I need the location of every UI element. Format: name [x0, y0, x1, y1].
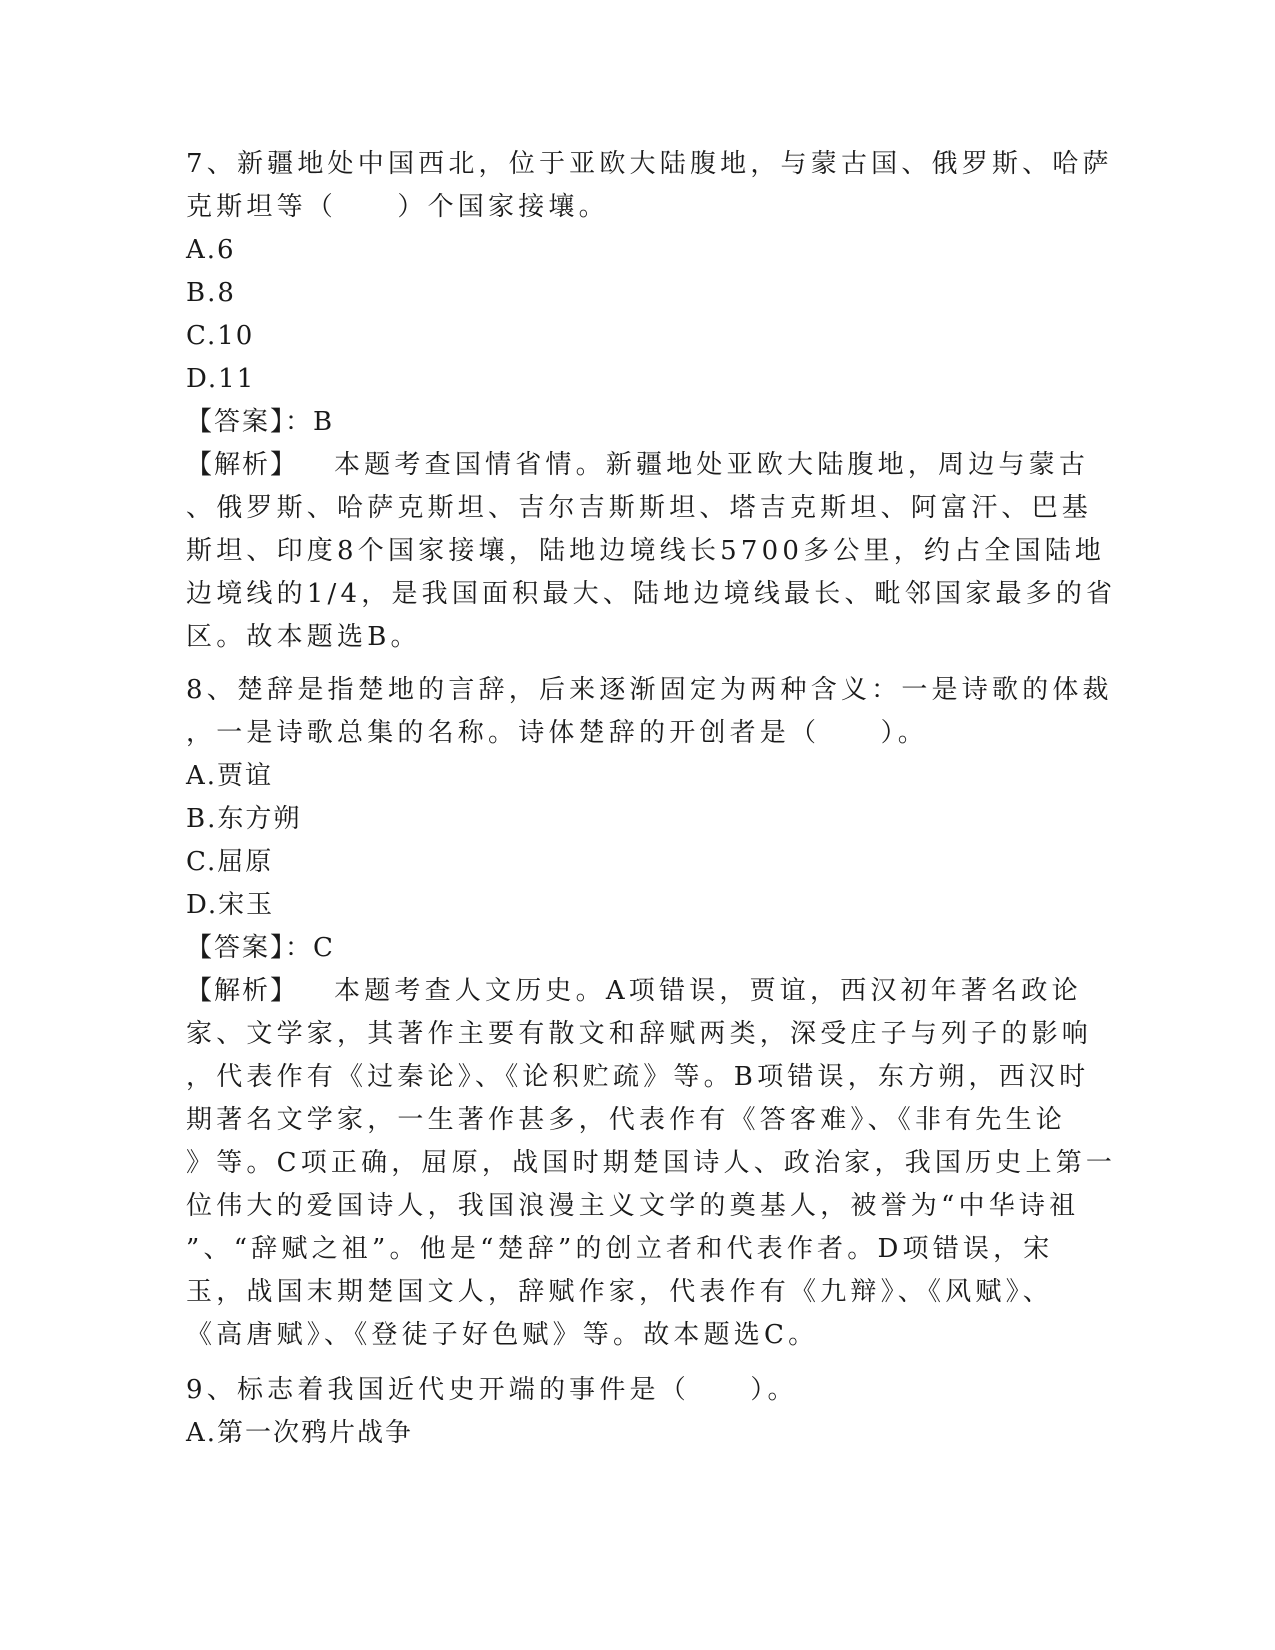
explanation-label: 【解析】	[186, 450, 299, 480]
explanation-text: 本题考查国情省情。新疆地处亚欧大陆腹地，周边与蒙古	[334, 450, 1090, 480]
option-c: C.屈原	[186, 847, 274, 877]
option-a: A.贾谊	[186, 761, 274, 791]
explanation-line: 斯坦、印度8个国家接壤，陆地边境线长5700多公里，约占全国陆地	[186, 536, 1106, 566]
answer-label: 【答案】：	[186, 933, 314, 963]
document-page	[186, 143, 1117, 1455]
explanation-line: ”、“辞赋之祖”。他是“楚辞”的创立者和代表作者。D项错误，宋	[186, 1234, 1054, 1264]
explanation-line: ，代表作有《过秦论》、《论积贮疏》等。B项错误，东方朔，西汉时	[186, 1062, 1090, 1092]
explanation-line: 边境线的1/4，是我国面积最大、陆地边境线最长、毗邻国家最多的省	[186, 579, 1117, 609]
answer-value: C	[313, 933, 335, 963]
option-b: B.东方朔	[186, 804, 302, 834]
answer-line	[186, 927, 1086, 970]
question-9	[186, 1369, 1086, 1455]
explanation-line	[186, 444, 1090, 487]
explanation-line: 》等。C项正确，屈原，战国时期楚国诗人、政治家，我国历史上第一	[186, 1148, 1117, 1178]
explanation-line: 区。故本题选B。	[186, 622, 421, 652]
question-stem-line: 克斯坦等（ ）个国家接壤。	[186, 192, 609, 222]
explanation-line: 位伟大的爱国诗人，我国浪漫主义文学的奠基人，被誉为“中华诗祖	[186, 1191, 1080, 1221]
answer-line	[186, 401, 1086, 444]
explanation-label: 【解析】	[186, 976, 299, 1006]
question-stem-line: 9、标志着我国近代史开端的事件是（ ）。	[186, 1375, 798, 1405]
explanation-line: 玉，战国末期楚国文人，辞赋作家，代表作有《九辩》、《风赋》、	[186, 1277, 1054, 1307]
option-d: D.11	[186, 364, 256, 394]
explanation-line	[186, 970, 1086, 1013]
explanation-line: 期著名文学家，一生著作甚多，代表作有《答客难》、《非有先生论	[186, 1105, 1067, 1135]
explanation-line: 、俄罗斯、哈萨克斯坦、吉尔吉斯斯坦、塔吉克斯坦、阿富汗、巴基	[186, 493, 1093, 523]
question-stem-line: 8、楚辞是指楚地的言辞，后来逐渐固定为两种含义：一是诗歌的体裁	[186, 675, 1113, 705]
answer-value: B	[313, 407, 335, 437]
question-stem-line: ，一是诗歌总集的名称。诗体楚辞的开创者是（ ）。	[186, 718, 929, 748]
option-a: A.第一次鸦片战争	[186, 1418, 414, 1448]
explanation-text: 本题考查人文历史。A项错误，贾谊，西汉初年著名政论	[334, 976, 1082, 1006]
explanation-line: 家、文学家，其著作主要有散文和辞赋两类，深受庄子与列子的影响	[186, 1019, 1093, 1049]
option-c: C.10	[186, 321, 255, 351]
option-b: B.8	[186, 278, 236, 308]
question-7	[186, 143, 1117, 659]
question-8	[186, 669, 1117, 1357]
question-stem-line: 7、新疆地处中国西北，位于亚欧大陆腹地，与蒙古国、俄罗斯、哈萨	[186, 149, 1113, 179]
option-d: D.宋玉	[186, 890, 275, 920]
explanation-line: 《高唐赋》、《登徒子好色赋》等。故本题选C。	[186, 1320, 819, 1350]
answer-label: 【答案】：	[186, 407, 314, 437]
option-a: A.6	[186, 235, 236, 265]
